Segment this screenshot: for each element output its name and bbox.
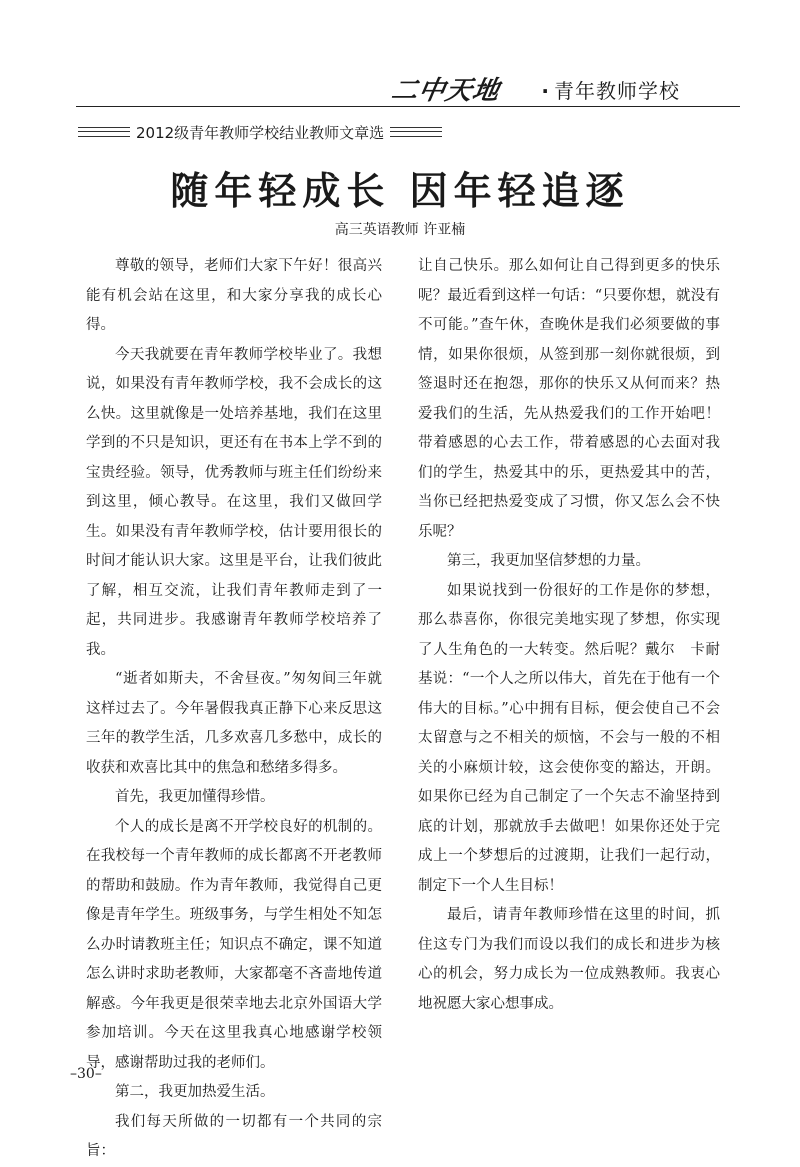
paragraph: 首先，我更加懂得珍惜。 xyxy=(115,789,275,805)
header-subtitle xyxy=(541,75,680,104)
article-title: 随年轻成长 因年轻追逐 xyxy=(170,168,630,213)
section-title: 2012级青年教师学校结业教师文章选 xyxy=(136,123,385,142)
paragraph: 个人的成长是离不开学校良好的机制的。在我校每一个青年教师的成长都离不开老教师的帮助和鼓励。作为青年教师，我觉得自己更像是青年学生。班级事务，与学生相处不知怎么办时请教班主任；知识点不确定，课不知道怎么讲时求助老教师，大家都毫不吝啬地传道解惑。今年我更是很荣幸地去北京外国语大学参加培训。今天在这里我真心地感谢学校领导，感谢帮助过我的老师们。 xyxy=(86,818,382,1071)
paragraph: 今天我就要在青年教师学校毕业了。我想说，如果没有青年教师学校，我不会成长的这么快。这里就像是一处培养基地，我们在这里学到的不只是知识，更还有在书本上学不到的宝贵经验。领导，优秀教师与班主任们纷纷来到这里，倾心教导。在这里，我们又做回学生。如果没有青年教师学校，估计要用很长的时间才能认识大家。这里是平台，让我们彼此了解，相互交流，让我们青年教师走到了一起，共同进步。我感谢青年教师学校培养了我。 xyxy=(86,346,382,658)
paragraph: 如果说找到一份很好的工作是你的梦想，那么恭喜你，你很完美地实现了梦想，你实现了人生角色的一大转变。然后呢？戴尔 卡耐基说：“一个人之所以伟大，首先在于他有一个伟大的目标。”心中拥有目标，便会使自己不会太留意与之不相关的烦恼，不会与一般的不相关的小麻烦计较，这会使你变的豁达，开朗。如果你已经为自己制定了一个矢志不渝坚持到底的计划，那就放手去做吧！如果你还处于完成上一个梦想后的过渡期，让我们一起行动，制定下一个人生目标！ xyxy=(418,582,720,894)
right-column xyxy=(418,252,720,1019)
paragraph: 最后，请青年教师珍惜在这里的时间，抓住这专门为我们而设以我们的成长和进步为核心的机会，努力成长为一位成熟教师。我衷心地祝愿大家心想事成。 xyxy=(418,907,720,1012)
section-banner xyxy=(78,120,442,144)
paragraph: 我们每天所做的一切都有一个共同的宗旨： xyxy=(86,1113,382,1159)
paragraph: 第二，我更加热爱生活。 xyxy=(115,1084,275,1100)
brand-logo: 二中天地 xyxy=(388,76,503,106)
page-header xyxy=(76,66,740,107)
decorative-lines-right xyxy=(390,127,442,137)
paragraph: 第三，我更加坚信梦想的力量。 xyxy=(447,553,650,569)
header-subtitle-text: 青年教师学校 xyxy=(554,79,680,103)
paragraph: “逝者如斯夫，不舍昼夜。”匆匆间三年就这样过去了。今年暑假我真正静下心来反思这三年的教学生活，几多欢喜几多愁中，成长的收获和欢喜比其中的焦急和愁绪多得多。 xyxy=(86,671,382,776)
left-column xyxy=(86,252,382,1167)
decorative-lines-left xyxy=(78,127,130,137)
paragraph: 让自己快乐。那么如何让自己得到更多的快乐呢？最近看到这样一句话：“只要你想，就没有不可能。”查午休，查晚休是我们必须要做的事情，如果你很烦，从签到那一刻你就很烦，到签退时还在抱怨，那你的快乐又从何而来？热爱我们的生活，先从热爱我们的工作开始吧！带着感恩的心去工作，带着感恩的心去面对我们的学生，热爱其中的乐，更热爱其中的苦，当你已经把热爱变成了习惯，你又怎么会不快乐呢？ xyxy=(418,258,720,540)
header-dot: · xyxy=(541,79,550,103)
paragraph: 尊敬的领导，老师们大家下午好！很高兴能有机会站在这里，和大家分享我的成长心得。 xyxy=(86,258,382,333)
page-number: –30– xyxy=(70,1066,102,1082)
article-byline: 高三英语教师 许亚楠 xyxy=(334,222,466,238)
